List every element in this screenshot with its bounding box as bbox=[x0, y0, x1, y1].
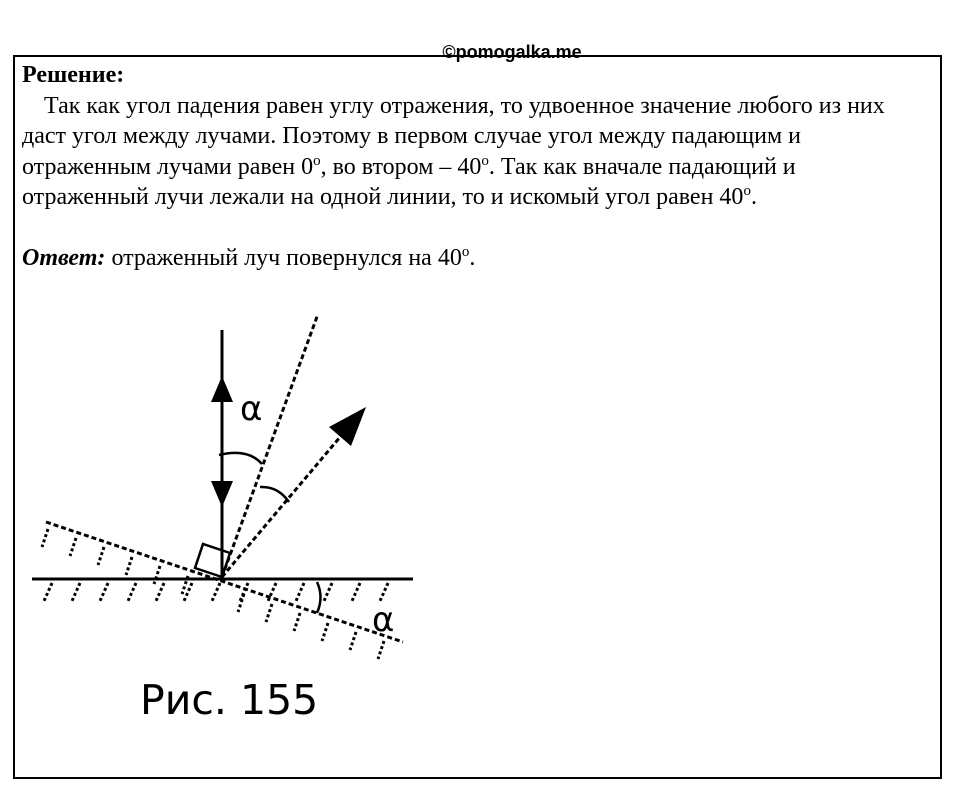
alpha-label-bottom: α bbox=[372, 600, 395, 640]
answer-label: Ответ: bbox=[22, 244, 106, 271]
solution-heading: Решение: bbox=[22, 62, 125, 88]
up-arrow-icon bbox=[211, 376, 233, 402]
angle-arc-bottom bbox=[317, 582, 321, 613]
horizontal-mirror-hatching bbox=[44, 583, 388, 601]
alpha-label-top: α bbox=[240, 389, 263, 429]
answer-text: отраженный луч повернулся на 40 bbox=[105, 244, 462, 271]
reflected-arrow-icon bbox=[329, 407, 366, 446]
rotated-mirror bbox=[46, 522, 403, 642]
down-arrow-icon bbox=[211, 481, 233, 507]
dashed-normal-line bbox=[222, 314, 318, 577]
solution-text-part2: , во втором – 40 bbox=[320, 153, 482, 180]
angle-arc-top bbox=[219, 453, 262, 464]
answer-end: . bbox=[469, 244, 476, 271]
angle-arc-middle bbox=[260, 487, 289, 502]
watermark: ©pomogalka.me bbox=[442, 42, 582, 62]
degree-mark: o bbox=[481, 152, 489, 169]
degree-mark: o bbox=[313, 152, 321, 169]
solution-text-part4: . bbox=[750, 184, 757, 210]
solution-text-part1: Так как угол падения равен углу отражения, то удвоенное значение любого из них даст угол между лучами. Поэтому в первом случае угол между падающим и отраженным лучами равен 0 bbox=[22, 92, 885, 180]
degree-mark: o bbox=[461, 243, 470, 260]
figure-caption: Рис. 155 bbox=[140, 676, 319, 724]
degree-mark: o bbox=[743, 183, 751, 199]
solution-text-part3: . Так как вначале падающий и отраженный лучи лежали на одной линии, то и искомый угол равен 40 bbox=[22, 153, 796, 210]
right-angle-marker bbox=[195, 544, 230, 577]
